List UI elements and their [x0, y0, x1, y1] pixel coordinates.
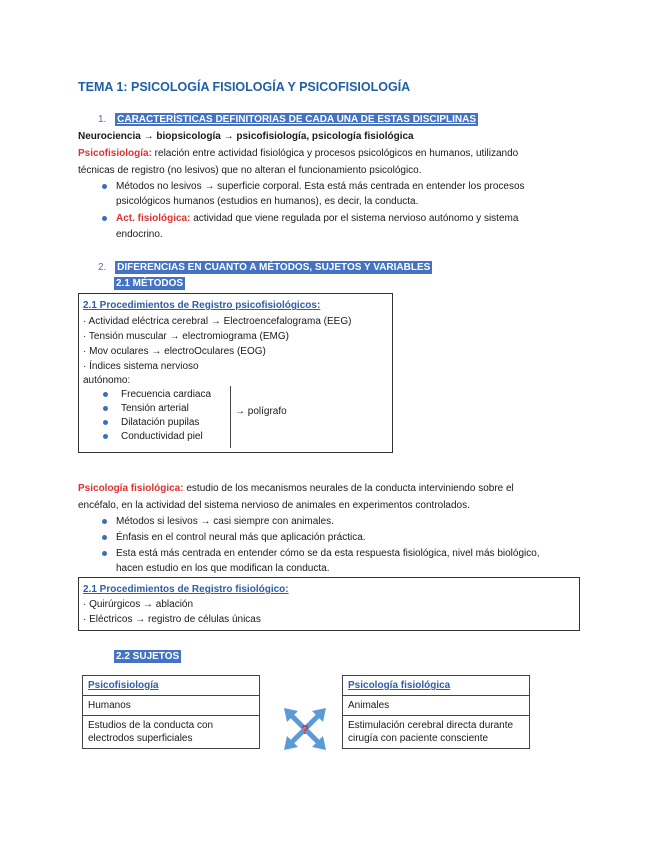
psicologia-fisiologica-def-2: encéfalo, en la actividad del sistema nervioso de animales en experimentos controlados.: [78, 500, 470, 511]
page-title: TEMA 1: PSICOLOGÍA FISIOLOGÍA Y PSICOFISIOLOGÍA: [78, 80, 411, 94]
table-psicologia-fisiologica: [342, 675, 530, 749]
bullet-icon: [103, 392, 108, 397]
poligrafo-label: → polígrafo: [235, 406, 287, 417]
bullet-2-line-2: endocrino.: [116, 229, 163, 240]
autonomic-item: Dilatación pupilas: [121, 417, 200, 428]
psicofisiologia-term: Psicofisiología:: [78, 148, 152, 159]
table-cell-line: Estudios de la conducta con: [88, 720, 214, 731]
table-cell: Humanos: [83, 696, 260, 716]
section-1-number: 1.: [98, 114, 107, 125]
table-row: [343, 696, 530, 716]
psicologia-fisiologica-definition: [78, 481, 514, 496]
bullet-icon: [103, 434, 108, 439]
table-cell-line: cirugía con paciente consciente: [348, 733, 489, 744]
four-way-arrows-icon: [282, 706, 328, 752]
bullet-icon: [102, 216, 107, 221]
bullet-icon: [103, 420, 108, 425]
table-row: [83, 696, 260, 716]
bullet-2-line-1: [116, 211, 518, 226]
box-1-line: · Tensión muscular → electromiograma (EMG): [83, 331, 289, 342]
box-2-line: · Eléctricos → registro de células únicas: [83, 614, 261, 625]
table-row: [343, 676, 530, 696]
box-1-line: · Mov oculares → electroOculares (EOG): [83, 346, 266, 357]
table-cell: Animales: [343, 696, 530, 716]
bullet-1-line-1: Métodos no lesivos → superficie corporal. Esta está más centrada en entender los procesos: [116, 181, 525, 192]
table-row: [83, 716, 260, 749]
box-registro-psicofisiologico: [78, 293, 393, 453]
psicologia-fisiologica-def-1: estudio de los mecanismos neurales de la conducta interviniendo sobre el: [183, 483, 514, 494]
table-row: [83, 676, 260, 696]
bullet-1-line-2: psicológicos humanos (estudios en humanos), es decir, la conducta.: [116, 196, 419, 207]
section-2-number: 2.: [98, 262, 107, 273]
bullet-icon: [102, 551, 107, 556]
bullet-icon: [102, 519, 107, 524]
fis-bullet: Métodos si lesivos → casi siempre con animales.: [116, 516, 334, 527]
box-1-title: 2.1 Procedimientos de Registro psicofisiológicos:: [83, 300, 321, 311]
table-row: [343, 716, 530, 749]
psicofisiologia-def-1: relación entre actividad fisiológica y procesos psicológicos en humanos, utilizando: [151, 148, 519, 159]
fis-bullet: Esta está más centrada en entender cómo se da esta respuesta fisiológica, nivel más biológico,: [116, 548, 540, 559]
table-psicofisiologia: [82, 675, 260, 749]
bullet-icon: [102, 184, 107, 189]
table-cell: [343, 716, 530, 749]
fis-bullet: Énfasis en el control neural más que aplicación práctica.: [116, 532, 366, 543]
autonomic-item: Frecuencia cardiaca: [121, 389, 212, 400]
act-fisiologica-def: actividad que viene regulada por el sistema nervioso autónomo y sistema: [190, 213, 519, 224]
table-cell: [83, 716, 260, 749]
discipline-chain: Neurociencia → biopsicología → psicofisiología, psicología fisiológica: [78, 131, 414, 142]
box-2-line: · Quirúrgicos → ablación: [83, 599, 194, 610]
box-1-line: · Actividad eléctrica cerebral → Electroencefalograma (EEG): [83, 316, 352, 327]
subsection-metodos: 2.1 MÉTODOS: [116, 278, 184, 289]
psicofisiologia-definition: [78, 146, 518, 161]
table-cell-line: Estimulación cerebral directa durante: [348, 720, 514, 731]
table-header: Psicología fisiológica: [343, 676, 530, 696]
psicofisiologia-def-2: técnicas de registro (no lesivos) que no alteran el funcionamiento psicológico.: [78, 165, 422, 176]
box-1-line: · Índices sistema nervioso: [83, 361, 199, 372]
box-registro-fisiologico: [78, 577, 580, 631]
table-header: Psicofisiología: [83, 676, 260, 696]
fis-bullet-3-line-2: hacen estudio en los que modifican la conducta.: [116, 563, 330, 574]
box-2-title: 2.1 Procedimientos de Registro fisiológico:: [83, 584, 289, 595]
section-1-heading: [98, 112, 478, 127]
section-1-title: CARACTERÍSTICAS DEFINITORIAS DE CADA UNA DE ESTAS DISCIPLINAS: [117, 114, 477, 125]
autonomic-item: Conductividad piel: [121, 431, 203, 442]
question-mark: ?: [301, 722, 309, 737]
bracket-line: [230, 386, 231, 448]
section-2-title: DIFERENCIAS EN CUANTO A MÉTODOS, SUJETOS Y VARIABLES: [117, 262, 431, 273]
table-cell-line: electrodos superficiales: [88, 733, 193, 744]
autonomic-item: Tensión arterial: [121, 403, 189, 414]
bullet-icon: [103, 406, 108, 411]
subsection-sujetos: 2.2 SUJETOS: [116, 651, 180, 662]
act-fisiologica-term: Act. fisiológica:: [116, 213, 191, 224]
bullet-icon: [102, 535, 107, 540]
psicologia-fisiologica-term: Psicología fisiológica:: [78, 483, 184, 494]
box-1-line: autónomo:: [83, 375, 131, 386]
section-2-heading: [98, 260, 432, 275]
